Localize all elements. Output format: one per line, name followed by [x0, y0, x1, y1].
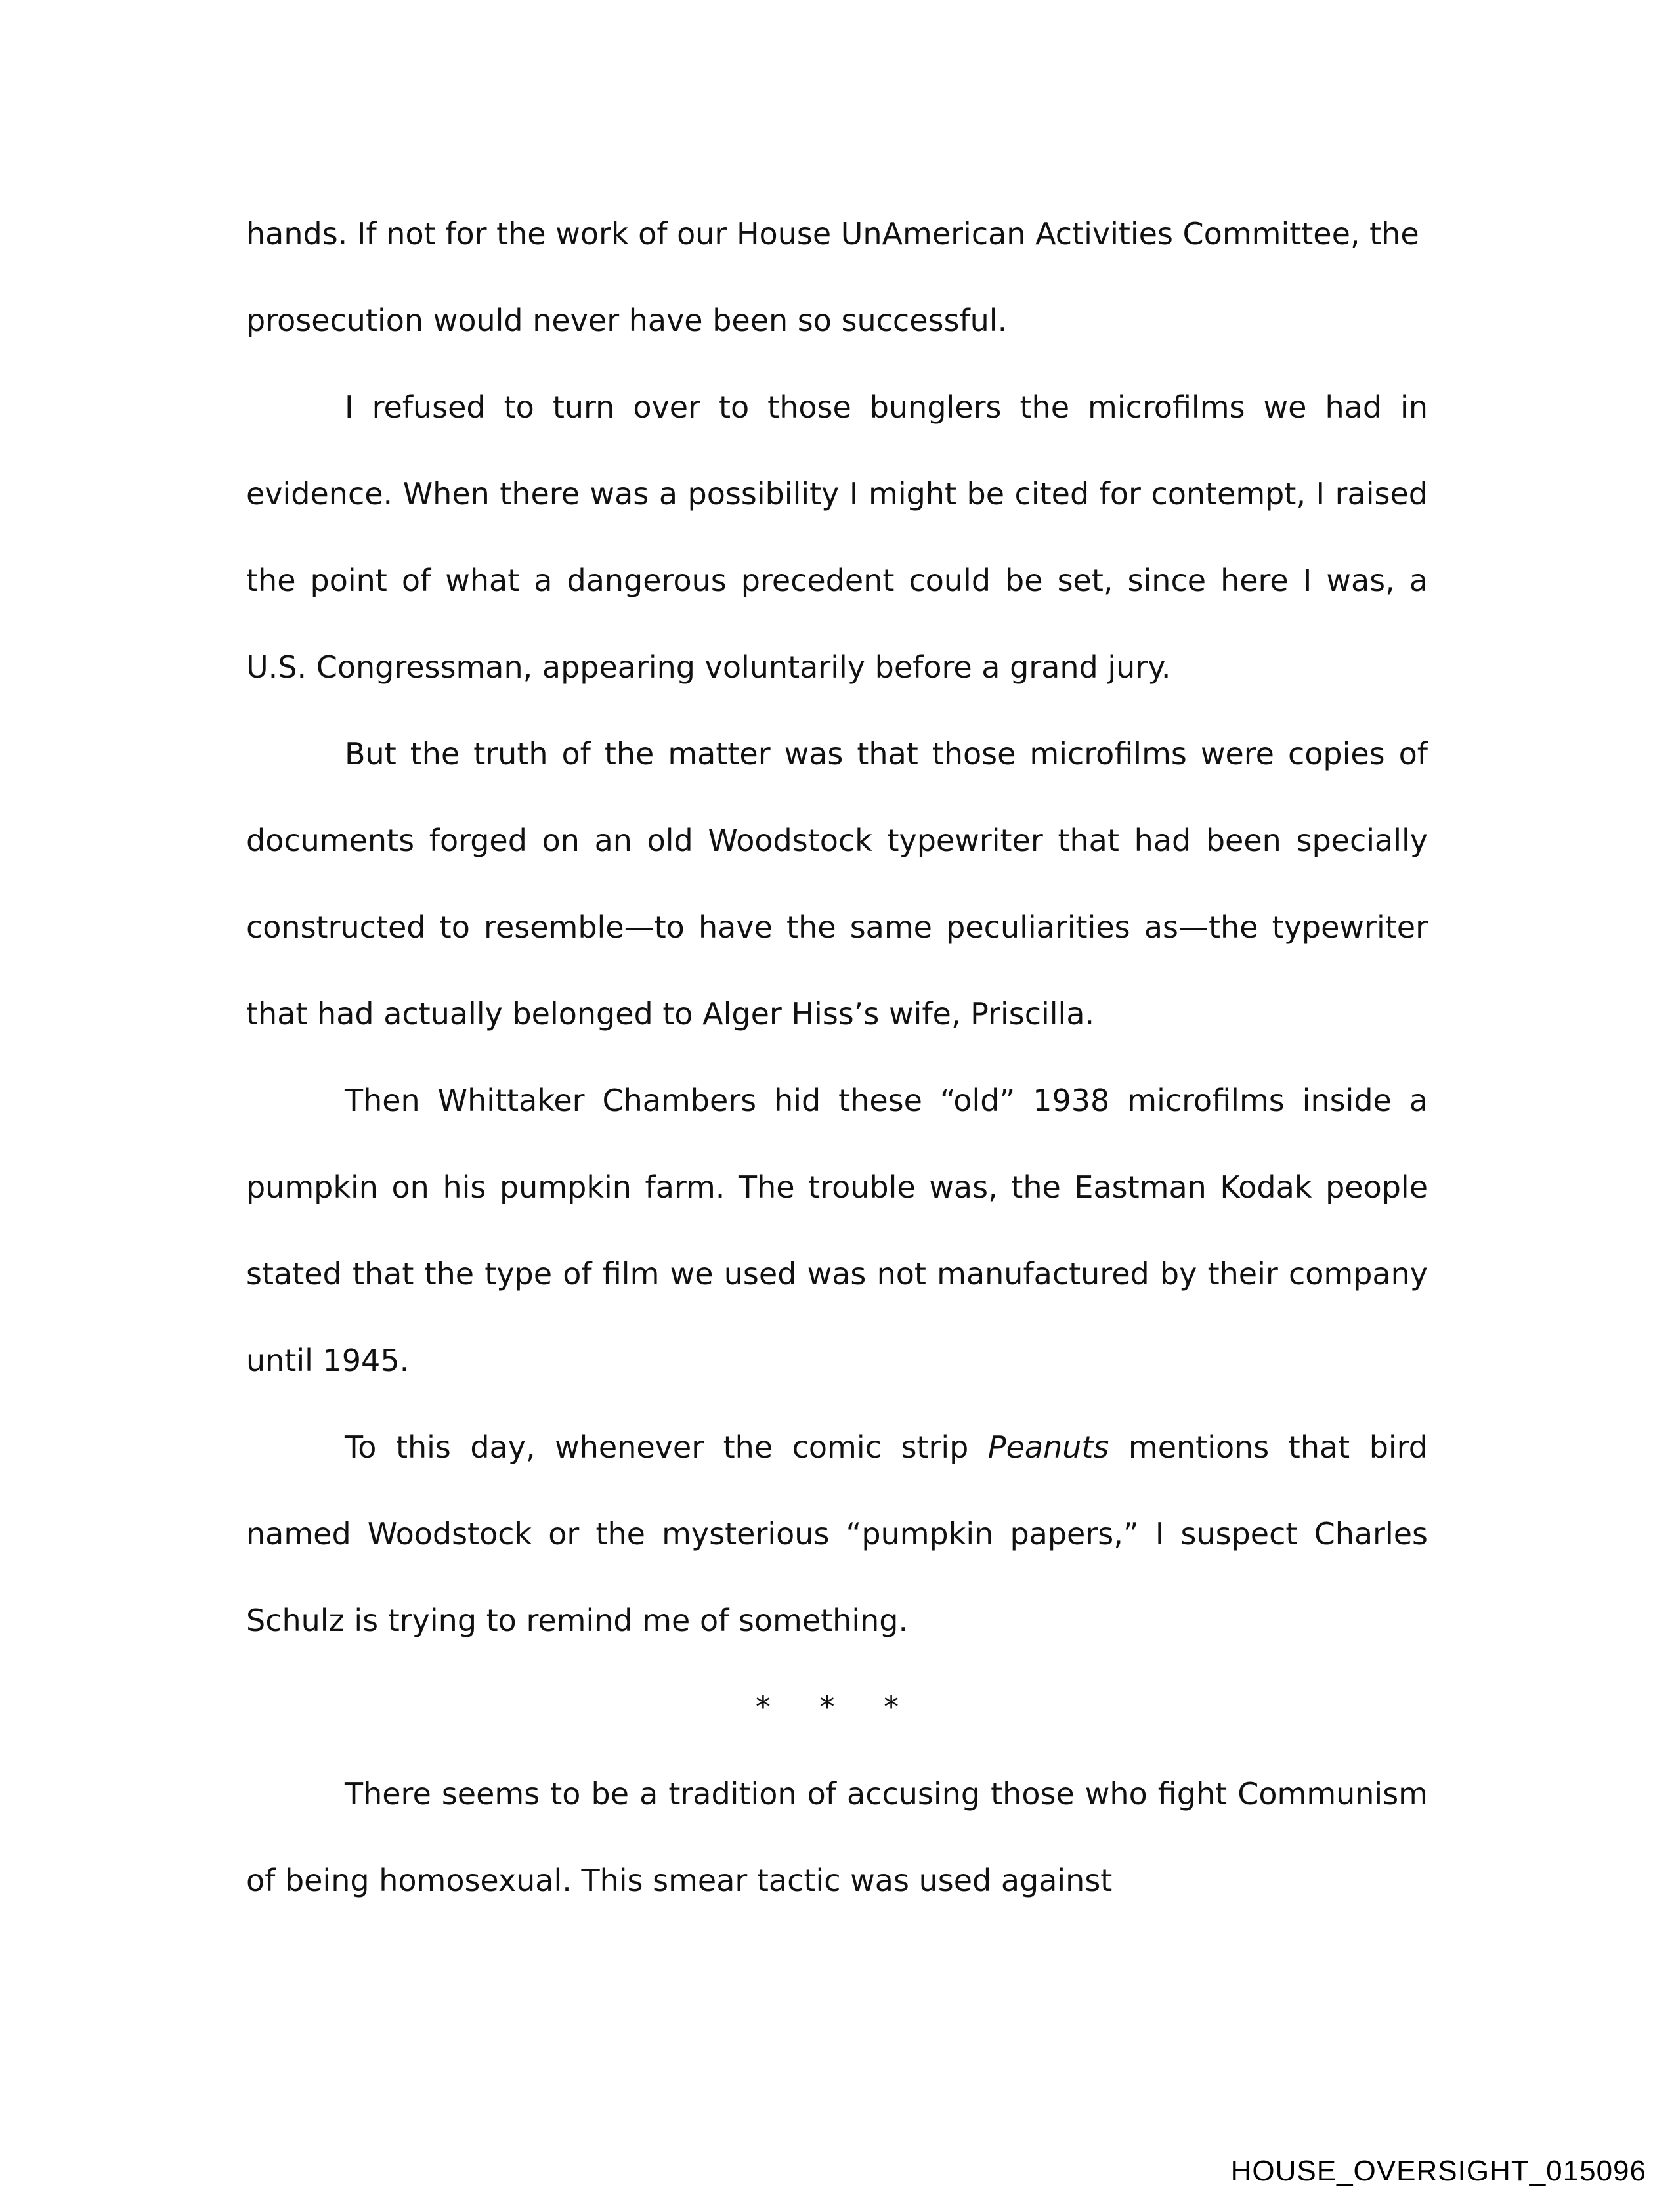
paragraph-continuation: hands. If not for the work of our House UnAmerican Activities Committee, the prosecution would never have been so successful.	[246, 216, 1419, 338]
paragraph-peanuts	[246, 1404, 1428, 1664]
paragraph-pumpkin-farm: Then Whittaker Chambers hid these “old” 1938 microfilms inside a pumpkin on his pumpkin farm. The trouble was, the Eastman Kodak people stated that the type of film we used was not manufactured by their company until 1945.	[246, 1083, 1428, 1378]
paragraph-forged-documents: But the truth of the matter was that those microfilms were copies of documents forged on an old Woodstock typewriter that had been specially constructed to resemble—to have the same peculiarities as—the typewriter that had actually belonged to Alger Hiss’s wife, Priscilla.	[246, 736, 1428, 1031]
section-break: * * *	[755, 1689, 919, 1725]
paragraph-microfilms-refusal: I refused to turn over to those bunglers the microfilms we had in evidence. When there was a possibility I might be cited for contempt, I raised the point of what a dangerous precedent could be set, since here I was, a U.S. Congressman, appearing voluntarily before a grand jury.	[246, 389, 1428, 685]
peanuts-title: Peanuts	[987, 1429, 1109, 1465]
body-text	[246, 190, 1428, 1924]
paragraph-tradition: There seems to be a tradition of accusing those who fight Communism of being homosexual. This smear tactic was used against	[246, 1776, 1428, 1898]
paragraph-peanuts-after: mentions that bird named Woodstock or the mysterious “pumpkin papers,” I suspect Charles Schulz is trying to remind me of something.	[246, 1429, 1428, 1638]
paragraph-peanuts-before: To this day, whenever the comic strip	[345, 1429, 988, 1465]
bates-stamp: HOUSE_OVERSIGHT_015096	[1230, 2155, 1646, 2187]
